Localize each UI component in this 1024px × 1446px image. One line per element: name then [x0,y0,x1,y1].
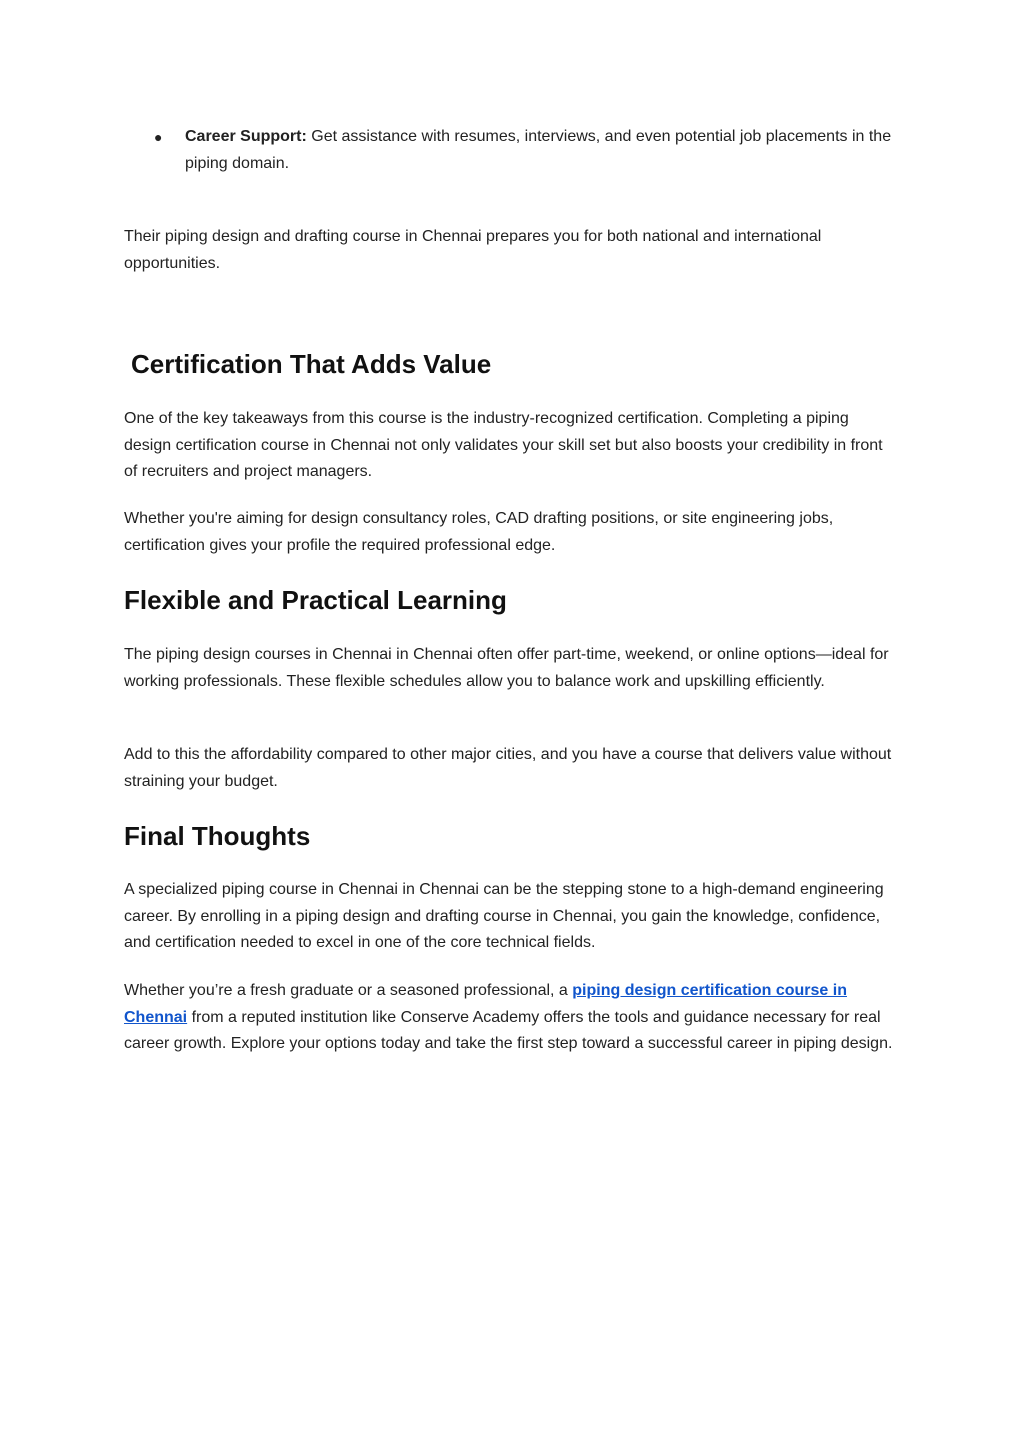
piping-certification-link[interactable]: piping design certification course in Chennai [124,982,847,1026]
list-item-career-support [154,124,896,177]
bullet-list [154,124,896,177]
certification-paragraph-1: One of the key takeaways from this course is the industry-recognized certification. Completing a piping design certification course in Chennai not only validates your skill set but also boosts your credibility in front of recruiters and project managers. [124,410,883,480]
certification-paragraph-2: Whether you're aiming for design consultancy roles, CAD drafting positions, or site engineering jobs, certification gives your profile the required professional edge. [124,510,834,554]
flexible-heading: Flexible and Practical Learning [124,585,507,615]
certification-heading: Certification That Adds Value [131,349,492,379]
final-thoughts-paragraph-2 [124,978,896,1058]
flexible-paragraph-1: The piping design courses in Chennai in Chennai often offer part-time, weekend, or online options—ideal for working professionals. These flexible schedules allow you to balance work and upskilling efficiently. [124,646,889,690]
intro-paragraph: Their piping design and drafting course in Chennai prepares you for both national and international opportunities. [124,228,822,272]
career-support-label: Career Support: [185,128,307,145]
final-thoughts-text-before-link: Whether you’re a fresh graduate or a seasoned professional, a [124,982,573,999]
final-thoughts-text-after-link: from a reputed institution like Conserve Academy offers the tools and guidance necessary for real career growth. Explore your options today and take the first step toward a successful career in piping design. [124,1008,893,1052]
bullet-icon: ● [154,129,163,145]
career-support-text: Get assistance with resumes, interviews, and even potential job placements in the piping domain. [185,128,892,172]
final-thoughts-heading: Final Thoughts [124,821,311,851]
flexible-paragraph-2: Add to this the affordability compared to other major cities, and you have a course that delivers value without straining your budget. [124,746,892,790]
final-thoughts-paragraph-1: A specialized piping course in Chennai in Chennai can be the stepping stone to a high-demand engineering career. By enrolling in a piping design and drafting course in Chennai, you gain the knowledge, confidence, and certification needed to excel in one of the core technical fields. [124,881,884,951]
